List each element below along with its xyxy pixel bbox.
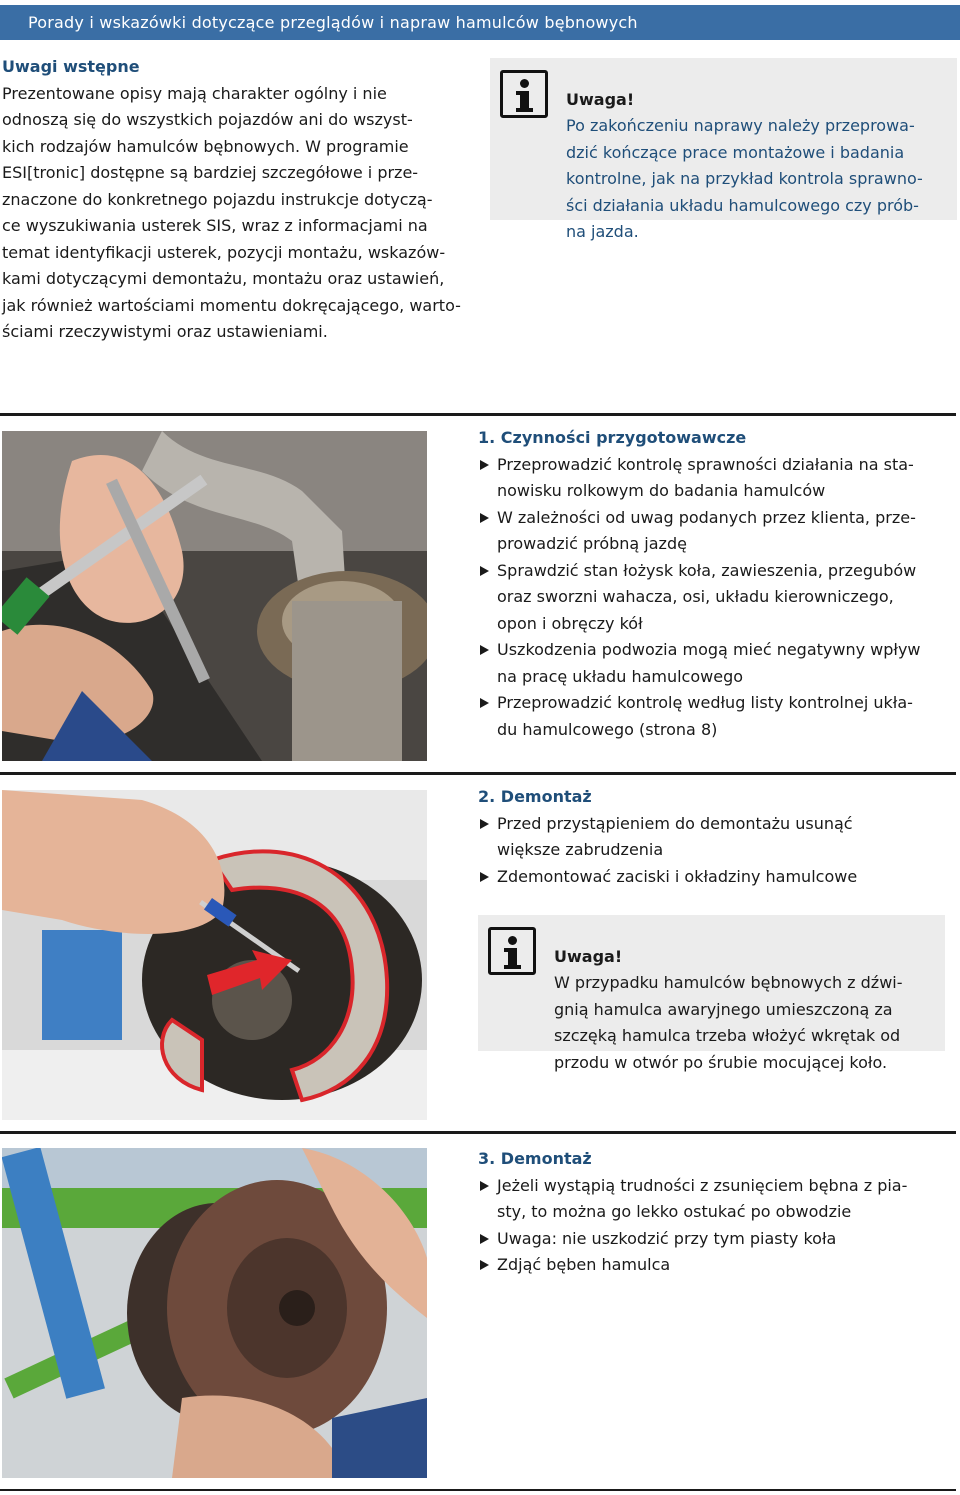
note-step-2-text: W przypadku hamulców bębnowych z dźwi- gnią hamulca awaryjnego umieszczoną za szczęką hamulca trzeba włożyć wkrętak od przodu w otwór po śrubie mocującej koło. (554, 973, 903, 1072)
divider-1 (0, 413, 956, 416)
header-band (0, 5, 960, 40)
triangle-bullet-icon (480, 872, 489, 882)
triangle-bullet-icon (480, 698, 489, 708)
step-2-list (478, 811, 948, 891)
step-2 (478, 784, 948, 890)
step-3-title: 3. Demontaż (478, 1149, 592, 1168)
triangle-bullet-icon (480, 513, 489, 523)
step-1 (478, 425, 948, 743)
note-box-top (490, 58, 957, 241)
list-item: Sprawdzić stan łożysk koła, zawieszenia, przegubów oraz sworzni wahacza, osi, układu kierowniczego, opon i obręczy kół (478, 558, 948, 638)
intro-text: Prezentowane opisy mają charakter ogólny i nie odnoszą się do wszystkich pojazdów ani do wszyst- kich rodzajów hamulców bębnowych. W programie ESI[tronic] dostępne są bardziej szczegółowe i prze- znaczone do konkretnego pojazdu instrukcje dotyczą- ce wyszukiwania usterek SIS, wraz z informacjami na temat identyfikacji usterek, pozycji montażu, wskazów- kami dotyczącymi demontażu, montażu oraz ustawień, jak również wartościami momentu dokręcającego, warto- ściami rzeczywistymi oraz ustawieniami. (2, 83, 461, 341)
intro-heading: Uwagi wstępne (2, 57, 140, 76)
list-item: Przed przystąpieniem do demontażu usunąć większe zabrudzenia (478, 811, 948, 864)
info-icon (500, 70, 548, 118)
list-item: Przeprowadzić kontrolę według listy kontrolnej ukła- du hamulcowego (strona 8) (478, 690, 948, 743)
note-box-step-2 (478, 915, 945, 1072)
list-item: Zdjąć bęben hamulca (478, 1252, 948, 1279)
info-icon (488, 927, 536, 975)
page-title: Porady i wskazówki dotyczące przeglądów i napraw hamulców bębnowych (28, 13, 638, 32)
photo-brake-drum (2, 1148, 427, 1478)
list-item: Uwaga: nie uszkodzić przy tym piasty koła (478, 1226, 948, 1253)
divider-2 (0, 772, 956, 775)
list-item: Uszkodzenia podwozia mogą mieć negatywny wpływ na pracę układu hamulcowego (478, 637, 948, 690)
triangle-bullet-icon (480, 460, 489, 470)
triangle-bullet-icon (480, 819, 489, 829)
triangle-bullet-icon (480, 1234, 489, 1244)
triangle-bullet-icon (480, 645, 489, 655)
list-item: Zdemontować zaciski i okładziny hamulcowe (478, 864, 948, 891)
list-item: Przeprowadzić kontrolę sprawności działania na sta- nowisku rolkowym do badania hamulców (478, 452, 948, 505)
note-top-text: Po zakończeniu naprawy należy przeprowa- dzić kończące prace montażowe i badania kontrolne, jak na przykład kontrola sprawno- ści działania układu hamulcowego czy prób- na jazda. (566, 116, 923, 241)
note-top-content (566, 60, 951, 246)
divider-3 (0, 1131, 956, 1134)
note-step-2-content (554, 917, 939, 1076)
step-3 (478, 1146, 948, 1279)
intro-section (2, 54, 472, 346)
step-3-list (478, 1173, 948, 1279)
list-item: Jeżeli wystąpią trudności z zsunięciem bębna z pia- sty, to można go lekko ostukać po obwodzie (478, 1173, 948, 1226)
list-item: W zależności od uwag podanych przez klienta, prze- prowadzić próbną jazdę (478, 505, 948, 558)
triangle-bullet-icon (480, 1181, 489, 1191)
photo-brake-shoes (2, 790, 427, 1120)
step-1-title: 1. Czynności przygotowawcze (478, 428, 747, 447)
note-step-2-title: Uwaga! (554, 946, 623, 966)
triangle-bullet-icon (480, 1260, 489, 1270)
divider-4 (0, 1489, 956, 1491)
step-1-list (478, 452, 948, 744)
triangle-bullet-icon (480, 566, 489, 576)
note-top-title: Uwaga! (566, 89, 635, 109)
photo-undercarriage (2, 431, 427, 761)
step-2-title: 2. Demontaż (478, 787, 592, 806)
